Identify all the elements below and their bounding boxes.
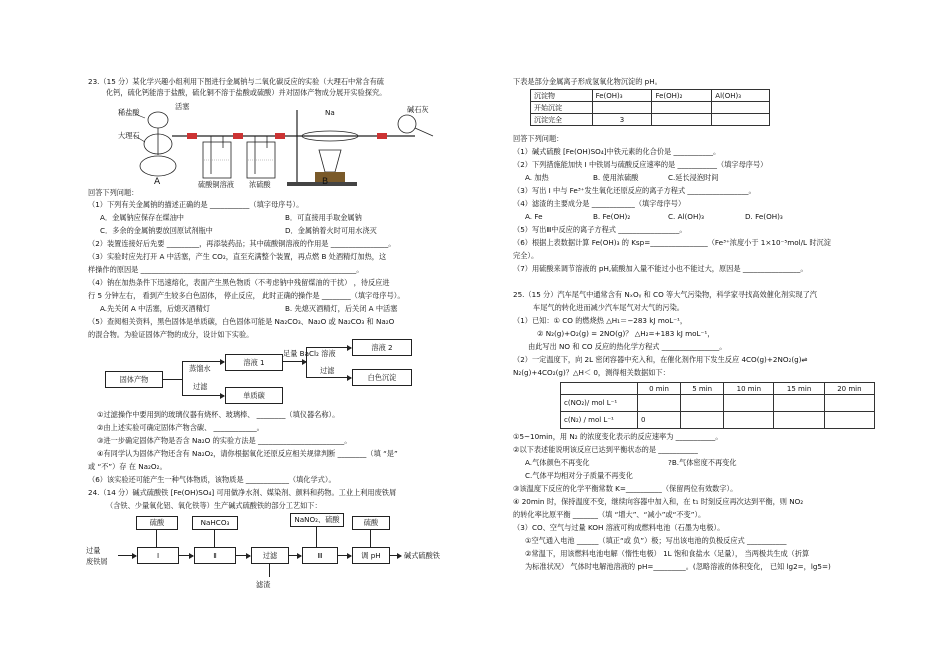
q24-line: 完全）。 [513,251,539,260]
q24-filter: 过滤 [251,547,289,564]
flow-arrow [182,395,224,396]
q25-option: A.气体颜色不再变化 [525,458,590,467]
q24-line: 回答下列问题： [513,134,564,143]
flow-white-ppt: 白色沉淀 [352,369,412,386]
q23-line: （3）实验时应先打开 A 中活塞，产生 CO₂，直至充满整个装置，再点燃 B 处酒精灯加热，这 [88,252,387,261]
table-header: 5 min [681,383,724,395]
table-cell: 0 [638,412,681,429]
q25-stem-line2: 车尾气的转化进而减少汽车尾气对大气的污染。 [533,303,684,312]
flow-filter: 过滤 [193,382,208,391]
q23-line: （5）查阅相关资料，黑色固体是单质碳，白色固体可能是 Na₂CO₃、Na₂O 或 Na₂CO₃ 和 Na₂O [88,317,395,326]
table-cell: c(N₂) / mol L⁻¹ [561,412,638,429]
q24-option: C. Al(OH)₃ [668,212,705,221]
q23-line: （1）下列有关金属钠的描述正确的是 ___________（填字母序号）。 [88,200,304,209]
q24-line: （2）下列措施能加快 Ⅰ 中铁屑与硫酸反应速率的是 ___________（填字母序号） [513,160,768,169]
q24-option: D. Fe(OH)₃ [745,212,783,221]
q23-line: （2）装置连接好后先要 _________，再添装药品；其中硫酸铜溶液的作用是 ________________。 [88,239,396,248]
flow-arrow [235,555,250,556]
table-cell [681,412,724,429]
flow-solution2: 溶液 2 [352,339,412,356]
q25-subline: ④ 20min 时，保持温度不变，继续向容器中加入和，在 t₁ 时刻反应再次达到平衡，则 NO₂ [513,497,804,506]
table-cell [724,395,774,412]
flow-line [156,529,157,547]
q23-option: B．可直接用手取金属钠 [285,213,362,222]
q24-line: （7）用硫酸来调节溶液的 pH,硫酸加入量不能过小也不能过大，原因是 ________________。 [513,264,808,273]
table-cell [824,395,874,412]
q23-line: 行 5 分钟左右， 看到产生较多白色固体， 停止反应， 此时正确的操作是 ________（填字母序号）。 [88,291,405,300]
q24-line: （6）根据上表数据计算 Fe(OH)₃ 的 Ksp=________________（Fe³⁺浓度小于 1×10⁻⁵mol/L 时沉淀 [513,238,831,247]
q25-subline: （3）CO、空气与过量 KOH 溶液可构成燃料电池（石墨为电极）。 [513,523,725,532]
table-cell [681,395,724,412]
q24-adjust-ph: 调 pH [352,547,390,564]
q24-line: （5）写出Ⅲ中反应的离子方程式 _________________。 [513,225,687,234]
q23-line: 回答下列问题： [88,188,139,197]
label-cuso4: 硫酸铜溶液 [198,180,234,189]
table-header: Fe(OH)₂ [652,90,712,102]
table-cell [724,412,774,429]
flow-arrow [389,555,401,556]
flow-line [269,563,270,577]
flow-line [214,529,215,547]
table-row [561,412,875,429]
label-valve: 活塞 [175,102,190,111]
q24-step-3: Ⅲ [302,547,338,564]
table-cell: 3 [592,114,652,126]
q23-option: D．金属钠着火时可用水浇灭 [285,226,377,235]
q24-option: A. 加热 [525,173,549,182]
table-cell: c(NO₂)/ mol L⁻¹ [561,395,638,412]
flow-arrow [182,361,224,362]
q24-product: 碱式硫酸铁 [404,551,440,560]
q25-stem-line1: 25.（15 分）汽车尾气中通常含有 NₓOᵧ 和 CO 等大气污染物，科学家寻找高效催化剂实现了汽 [513,290,817,299]
table-cell [592,102,652,114]
flow-line [306,347,307,377]
flow-arrow [288,555,301,556]
table-header: Fe(OH)₃ [592,90,652,102]
q23-subline: ④有同学认为固体产物还含有 Na₂O₂，请你根据氧化还原反应相关规律判断 ________（填 “是” [97,449,398,458]
q24-feed [86,545,108,567]
q25-subline: ②以下表述能说明该反应已达到平衡状态的是 ___________ [513,445,698,454]
q24-feed-text: 过量 废铁屑 [86,546,108,566]
flow-arrow [178,555,193,556]
table-header: 15 min [774,383,824,395]
table-header: 沉淀物 [531,90,593,102]
q25-line: ② N₂(g)+O₂(g) = 2NO(g)？ △H₂=+183 kJ moL⁻¹， [537,329,715,338]
q24-option: B. 使用浓硫酸 [593,173,639,182]
q24-reagent-h2so4: 硫酸 [136,516,178,530]
q24-line: （4）滤渣的主要成分是 ____________（填字母序号） [513,199,686,208]
table-cell: 沉淀完全 [531,114,593,126]
q23-option: B. 先熄灭酒精灯，后关闭 A 中活塞 [285,304,398,313]
q23-subline: ②由上述实验可确定固体产物含碳、 ____________。 [97,423,264,432]
flow-line [162,379,182,380]
table-header: 10 min [724,383,774,395]
q23-subline: ①过滤操作中要用到的玻璃仪器有烧杯、玻璃棒、 ________（填仪器名称）。 [97,410,340,419]
q23-option: C．多余的金属钠要放回原试剂瓶中 [100,226,213,235]
flow-solid-product: 固体产物 [105,371,163,388]
q23-line: （4）钠在加热条件下迅速熔化，表面产生黑色物质（不考虑钠中残留煤油的干扰） ，待反应进 [88,278,390,287]
label-na: Na [325,108,335,117]
label-marble: 大理石 [118,131,140,140]
flow-line [370,529,371,547]
q24-step-1: Ⅰ [137,547,179,564]
q24-option: C.延长浸泡时间 [668,173,719,182]
q24-stem-line1: 24.（14 分）碱式硫酸铁 [Fe(OH)SO₄] 可用做净水剂、媒染剂、颜料和药物。工业上利用废铁屑 [88,488,397,497]
flow-distill-water: 蒸馏水 [189,364,211,373]
q25-subline: ①5~10min，用 N₂ 的浓度变化表示的反应速率为 ___________。 [513,432,723,441]
table-header [561,383,638,395]
table-header: 20 min [824,383,874,395]
q25-option: ?B.气体密度不再变化 [668,458,737,467]
table-cell [652,114,712,126]
flow-arrow [306,377,351,378]
q23-subline: 或 “不”）存 在 Na₂O₂。 [88,462,167,471]
flow-line [182,361,183,395]
q24-step-2: Ⅱ [194,547,236,564]
q23-line: 的混合物。为验证固体产物的成分，设计如下实验。 [88,330,254,339]
q25-line: （1）已知：① CO 的燃烧热 △H₁＝−283 kJ moL⁻¹， [513,316,688,325]
table-cell [774,395,824,412]
table-cell [774,412,824,429]
table-row [561,395,875,412]
q23-subline: （6）该实验还可能产生一种气体物质，该物质是 ____________（填化学式）。 [88,475,336,484]
label-dilute-hcl: 稀盐酸 [118,108,140,117]
q25-line: 由此写出 NO 和 CO 反应的热化学方程式 ________________。 [528,342,727,351]
q24-stem-line2: （含铁、少量氧化铝、氧化铁等）生产碱式硫酸铁的部分工艺如下： [106,501,322,510]
table-row [531,114,770,126]
q23-subline: ③进一步确定固体产物是否含 Na₂O 的实验方法是 ________________________。 [97,436,352,445]
q24-line: （1）碱式硫酸 [Fe(OH)SO₄]中铁元素的化合价是 ___________。 [513,147,721,156]
table-header: Al(OH)₃ [712,90,770,102]
concentration-table [560,382,875,429]
flow-arrow [282,361,306,362]
flow-arrow [306,347,351,348]
flow-line [316,526,317,547]
table-cell [652,102,712,114]
label-a: A [154,177,161,187]
flow-bacl2: 足量 BaCl₂ 溶液 [283,349,336,358]
hydroxide-ph-table [530,89,770,126]
table-cell: 开始沉淀 [531,102,593,114]
q23-line: 样操作的原因是 ____________________________________________________________。 [88,265,364,274]
flow-arrow [118,555,136,556]
table-row [561,383,875,395]
q25-subline: 为标准状况） 气体时电解池溶液的 pH=_________。(忽略溶液的体积变化， 已知 lg2=，lg5=) [525,562,831,571]
flow-arrow [337,555,351,556]
flow-carbon: 单质碳 [225,387,283,404]
q25-option: C.气体平均相对分子质量不再变化 [525,471,633,480]
label-b: B [322,177,329,187]
q24-reagent-nahco3: NaHCO₃ [192,516,238,530]
label-soda-lime: 碱石灰 [407,105,429,114]
q24-table-intro: 下表是部分金属离子形成氢氧化物沉淀的 pH。 [513,77,662,86]
q24-reagent-nano2: NaNO₂、硫酸 [290,513,344,527]
apparatus-diagram [115,100,450,188]
q25-subline: ③该温度下反应的化学平衡常数 K=__________（保留两位有效数字）。 [513,484,738,493]
q23-option: A．金属钠应保存在煤油中 [100,213,184,222]
q24-residue: 滤渣 [256,580,271,589]
q24-option: A. Fe [525,212,543,221]
q25-subline: 的转化率比原平衡 _______（填 “增大”、“减小”或“不变”）。 [513,510,706,519]
label-h2so4: 浓硫酸 [249,180,271,189]
table-row [531,102,770,114]
table-cell [712,114,770,126]
table-cell [712,102,770,114]
q25-line: N₂(g)+4CO₂(g)？△H＜ 0，测得相关数据如下： [513,368,670,377]
flow-filter2: 过滤 [320,366,335,375]
q24-reagent-h2so4b: 硫酸 [352,516,390,530]
apparatus-drawing [115,100,450,188]
q24-option: B. Fe(OH)₂ [593,212,631,221]
q25-subline: ②常温下，用该燃料电池电解（惰性电极） 1L 饱和食盐水（足量）， 当两极共生成（折算 [525,549,810,558]
table-header: 0 min [638,383,681,395]
q23-stem-line2: 化钙，硫化钙能溶于盐酸，硫化铜不溶于盐酸或硫酸）并对固体产物成分展开实验探究。 [106,88,387,97]
q23-stem-line1: 23.（15 分）某化学兴趣小组利用下图进行金属钠与二氧化碳反应的实验（大理石中常含有硫 [88,77,384,86]
q23-option: A.先关闭 A 中活塞，后熄灭酒精灯 [100,304,211,313]
table-cell [824,412,874,429]
q24-line: （3）写出 Ⅰ 中与 Fe³⁺发生氧化还原反应的离子方程式 _________________。 [513,186,756,195]
table-cell [638,395,681,412]
flow-solution1: 溶液 1 [225,354,283,371]
q25-subline: ①空气通入电池 ______（填正“或 负”）极；写出该电池的负极反应式 ___________ [525,536,787,545]
table-row [531,90,770,102]
q25-line: （2）一定温度下，向 2L 密闭容器中充入和，在催化剂作用下发生反应 4CO(g)+2NO₂(g)⇌ [513,355,808,364]
